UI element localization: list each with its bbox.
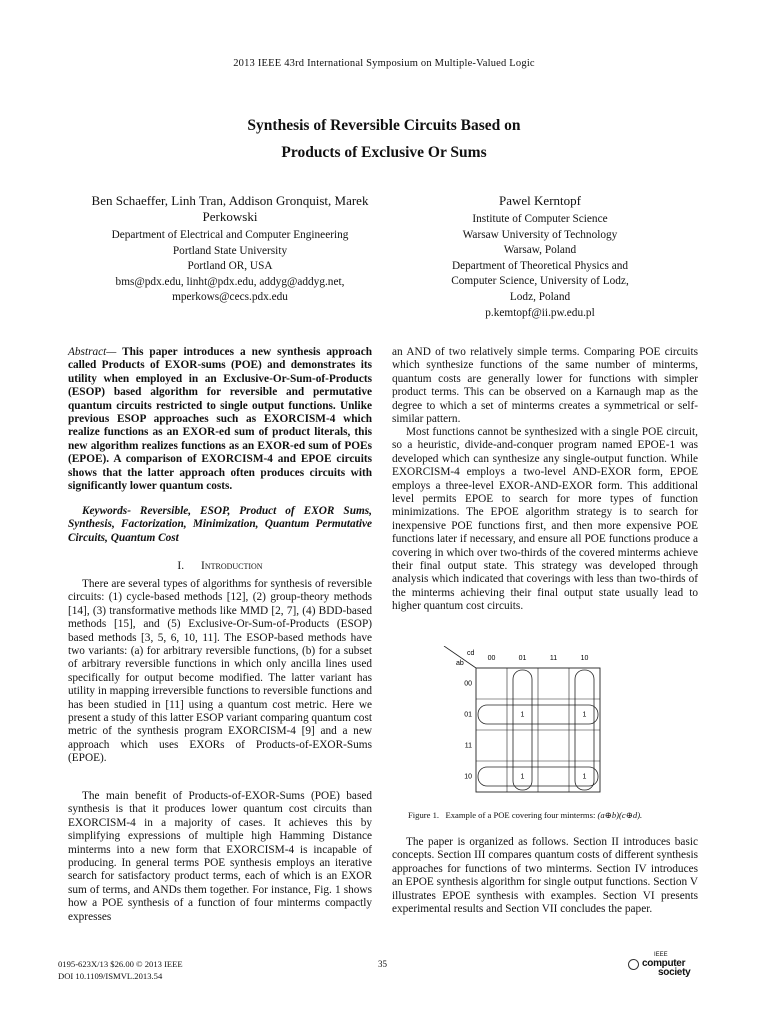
city-left: Portland OR, USA — [187, 260, 273, 273]
karnaugh-map-figure — [436, 646, 626, 794]
affiliation-left — [70, 228, 390, 306]
ieee-cs-logo-icon — [628, 959, 639, 970]
author-names-right: Pawel Kerntopf — [499, 193, 581, 208]
dept-left: Department of Electrical and Computer Engineering — [111, 229, 349, 241]
kmap-gridlines — [476, 668, 600, 792]
kmap-cell-value: 1 — [582, 711, 587, 719]
kmap-col-label: 01 — [518, 655, 527, 662]
right-paragraph-2: Most functions cannot be synthesized with a single POE circuit, so a heuristic, divide-and-conquer program named EPOE-1 was developed which can synthesize any single-output function. While EXORCISM-4 employs a two-level AND-EXOR form, EPOE employs a three-level EXOR-AND-EXOR form. This additional level permits EPOE to search for more types of function minimizations. The EPOE algorithm strategy is to search for inexpensive POE functions first, and then more expensive POE functions later if necessary, and ensure all POE functions produce a covering in which over two-thirds of the covered minterms achieve their final output state. This strategy was developed through analysis which indicated that coverings with less than two-thirds of the minterms achieving their final output state usually lead to higher quantum cost circuits. — [392, 426, 698, 613]
conference-header: 2013 IEEE 43rd International Symposium on Multiple-Valued Logic — [233, 58, 535, 69]
kmap-col-label: 10 — [580, 655, 589, 662]
city2-right: Lodz, Poland — [509, 290, 571, 303]
logo-text-mid: computer — [642, 958, 686, 969]
kmap-col-label: 11 — [549, 655, 558, 662]
authors-right-block — [380, 193, 700, 321]
kmap-row-label: 10 — [464, 773, 472, 781]
affiliation-right — [380, 212, 700, 321]
intro-paragraph-1: There are several types of algorithms for synthesis of reversible circuits: (1) cycle-based methods [12], (2) group-theory methods [14], (3) transformative methods like MMD [2, 7], (4) BDD-based methods [15], and (5) Exclusive-Or-Sum-of-Products (ESOP) based methods [3, 5, 6, 10, 11]. The ESOP-based methods have two variants: (a) for arbitrary reversible functions, (b) for a subset of arbitrary reversible functions in which only ancilla lines used specifically for output become modified. The latter variant has utility in mapping irreversible functions to reversible functions and has been studied in [11] using a quantum cost metric. Here we present a study of this latter ESOP variant comparing quantum cost metric of the synthesis program EXORCISM-4 [9] and a new approach which uses EXORs of Products-of-EXOR-Sums (EPOE). — [68, 578, 372, 765]
footer-line-1: 0195-623X/13 $26.00 © 2013 IEEE — [58, 959, 183, 969]
paper-title-line-2: Products of Exclusive Or Sums — [281, 144, 487, 161]
footer-doi: DOI 10.1109/ISMVL.2013.54 — [58, 971, 163, 981]
kmap-col-label: 00 — [487, 655, 496, 662]
abstract — [68, 346, 372, 493]
email-right: p.kemtopf@ii.pw.edu.pl — [485, 306, 595, 319]
kmap-cell-value: 1 — [520, 711, 525, 719]
univ-right: Warsaw University of Technology — [462, 228, 618, 241]
logo-text-top: IEEE — [654, 952, 668, 958]
dept2-right: Department of Theoretical Physics and Computer Science, University of Lodz, — [451, 259, 629, 288]
section-number: I. — [177, 560, 185, 572]
right-paragraph-3: The paper is organized as follows. Section II introduces basic concepts. Section III compares quantum costs of different synthesis approaches for functions of two minterms. Section IV introduces an EPOE synthesis algorithm for single output functions. Section V illustrates EPOE synthesis with examples. Section VI presents experimental results and Section VII concludes the paper. — [392, 836, 698, 916]
figure-caption-math: (a⊕b)(c⊕d). — [597, 810, 643, 820]
kmap-row-label: 01 — [464, 711, 472, 719]
abstract-text: This paper introduces a new synthesis approach called Products of EXOR-sums (POE) and demonstrates its utility when employed in an Exclusive-Or-Sum-of-Products (ESOP) based algorithm for reversible and permutative quantum circuits restricted to single output functions. Unlike previous ESOP approaches such as EXORCISM-4 which realize functions as an EXOR-ed sum of product literals, this new algorithm realizes functions as an EXOR-ed sum of POEs (EPOE). A comparison of EXORCISM-4 and EPOE circuits shows that the latter approach often produces circuits with significantly lower quantum costs. — [68, 346, 373, 493]
univ-left: Portland State University — [172, 244, 288, 257]
intro-paragraph-2: The main benefit of Products-of-EXOR-Sums (POE) based synthesis is that it produces lower quantum cost circuits than EXORCISM-4 in a majority of cases. It achieves this by simplifying expressions of multiple high Hamming Distance minterms into a new form that EXORCISM-4 is incapable of producing. In general terms POE synthesis employs an iterative search for satisfactory product terms, each of which is an EXOR sum of terms, and ANDs them together. For instance, Fig. 1 shows how a POE synthesis of a function of four minterms compactly expresses — [68, 790, 372, 923]
kmap-cell-value: 1 — [582, 773, 587, 781]
paper-title-line-1: Synthesis of Reversible Circuits Based on — [247, 117, 521, 134]
kmap-row-labels — [464, 681, 472, 781]
city-right: Warsaw, Poland — [503, 244, 577, 257]
kmap-row-label: 00 — [464, 680, 472, 688]
footer-copyright — [58, 958, 183, 982]
right-paragraph-1: an AND of two relatively simple terms. Comparing POE circuits which synthesize functions of the same number of minterms, quantum costs are generally lower for functions with simpler product terms. This can be observed on a Karnaugh map as the degree to which a set of minterms creates a symmetrical or self-similar pattern. — [392, 346, 698, 426]
section-heading-introduction — [68, 560, 372, 572]
kmap-cells — [521, 712, 587, 781]
author-names-left: Ben Schaeffer, Linh Tran, Addison Gronquist, Marek Perkowski — [91, 193, 369, 224]
figure-caption — [408, 810, 642, 821]
keywords: Keywords- Reversible, ESOP, Product of EXOR Sums, Synthesis, Factorization, Minimization, Quantum Permutative Circuits, Quantum Cost — [68, 505, 372, 544]
emails-left: bms@pdx.edu, linht@pdx.edu, addyg@addyg.net, mperkows@cecs.pdx.edu — [115, 275, 345, 304]
kmap-col-var: cd — [467, 650, 475, 657]
abstract-label: Abstract— — [68, 346, 117, 358]
kmap-cell-value: 1 — [520, 773, 525, 781]
kmap-row-var: ab — [456, 660, 464, 667]
logo-text-bottom: society — [658, 967, 691, 978]
kmap-row-label: 11 — [464, 742, 472, 750]
authors-left-block — [70, 193, 390, 306]
kmap-col-labels — [488, 655, 589, 662]
inst-right: Institute of Computer Science — [472, 213, 608, 225]
karnaugh-map-svg — [436, 646, 626, 794]
section-title: Introduction — [200, 560, 263, 572]
ieee-computer-society-logo — [628, 952, 700, 978]
figure-caption-prefix: Figure 1. Example of a POE covering four minterms: — [408, 810, 598, 820]
page-number: 35 — [378, 959, 387, 969]
